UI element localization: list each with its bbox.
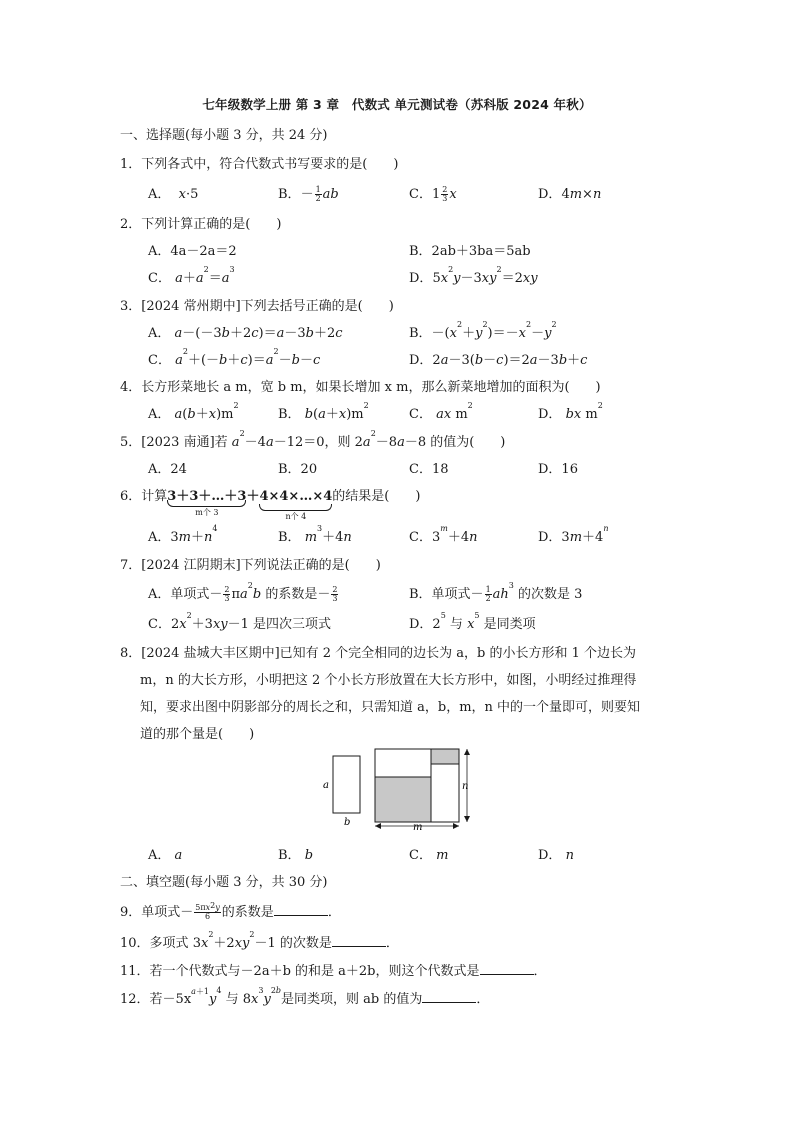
question-3-text: [2024 常州期中]下列去括号正确的是( ) xyxy=(141,299,394,314)
q8-option-c[interactable]: C． m xyxy=(409,848,449,863)
question-4: 4．长方形菜地长 a m，宽 b m，如果长增加 x m，那么新菜地增加的面积为( ) xyxy=(120,380,601,395)
sum-underbrace: 3＋3＋…＋3 m个 3 xyxy=(167,489,247,517)
answer-blank-9[interactable] xyxy=(274,903,328,916)
q2-option-b[interactable]: B．2ab＋3ba＝5ab xyxy=(409,244,531,259)
question-6: 6．计算3＋3＋…＋3 m个 3 ＋4×4×…×4 n个 4 的结果是( ) xyxy=(120,485,420,504)
q3-option-c[interactable]: C． $a^2+(-b+c)=a^2-b-c$ xyxy=(148,347,321,368)
q7-option-c[interactable]: C．$2x^2+3xy-1$ 是四次三项式 xyxy=(148,611,332,632)
q8-option-a[interactable]: A． a xyxy=(148,848,183,863)
shaded-region-bottom-left xyxy=(375,777,431,822)
q1-option-c[interactable]: C．1 $\frac{2}{3}$ x xyxy=(409,185,457,203)
q5-option-c[interactable]: C．18 xyxy=(409,462,449,477)
question-3: 3．[2024 常州期中]下列去括号正确的是( ) xyxy=(120,299,394,314)
q5-option-a[interactable]: A．24 xyxy=(148,462,187,477)
question-2: 2．下列计算正确的是( ) xyxy=(120,217,282,232)
question-7-text: [2024 江阴期末]下列说法正确的是( ) xyxy=(141,558,381,573)
q2-option-a[interactable]: A．4a－2a＝2 xyxy=(148,244,237,259)
small-rectangle xyxy=(333,756,360,813)
question-7: 7．[2024 江阴期末]下列说法正确的是( ) xyxy=(120,558,381,573)
question-12: 12．若$-5x^{a+1}y^4$ 与 $8x^3y^{2b}$是同类项，则 ab 的值为 ． xyxy=(120,986,490,1007)
q1-option-b[interactable]: B．－ $\frac{1}{2}$ ab xyxy=(278,185,339,203)
question-8-figure xyxy=(318,744,478,834)
q3-option-b[interactable]: B．$-(x^2+y^2)=-x^2-y^2$ xyxy=(409,320,557,341)
shaded-region-top-right xyxy=(431,749,459,764)
q2-option-c[interactable]: C． $a+a^2=a^3$ xyxy=(148,265,235,286)
q4-option-d[interactable]: D． bx $m^2$ xyxy=(538,401,603,422)
answer-blank-12[interactable] xyxy=(422,990,476,1003)
placed-small-rect-horizontal xyxy=(375,749,431,777)
q8-option-d[interactable]: D． n xyxy=(538,848,574,863)
q6-option-b[interactable]: B． $m^3+4n$ xyxy=(278,524,352,545)
label-n: n xyxy=(462,781,469,792)
q5-option-d[interactable]: D．16 xyxy=(538,462,578,477)
question-10: 10．多项式 $3x^2+2xy^2-1$ 的次数是 ． xyxy=(120,930,399,951)
q6-option-d[interactable]: D．$3m+4^n$ xyxy=(538,524,609,545)
q4-option-a[interactable]: A． $a(b+x)m^2$ xyxy=(148,401,239,422)
q4-option-b[interactable]: B． $b(a+x)m^2$ xyxy=(278,401,369,422)
q8-option-b[interactable]: B． b xyxy=(278,848,314,863)
product-underbrace: 4×4×…×4 n个 4 xyxy=(259,489,333,521)
q3-option-a[interactable]: A． a－(－3b＋2c)＝a－3b＋2c xyxy=(148,326,343,341)
answer-blank-10[interactable] xyxy=(332,934,386,947)
question-1-text: 下列各式中，符合代数式书写要求的是( ) xyxy=(141,157,399,172)
q1-option-d[interactable]: D．4m×n xyxy=(538,187,602,202)
question-8-line-4: 道的那个量是( ) xyxy=(140,727,255,742)
label-b: b xyxy=(344,817,351,828)
question-4-text: 长方形菜地长 a m，宽 b m，如果长增加 x m，那么新菜地增加的面积为( ) xyxy=(141,380,601,395)
q6-option-a[interactable]: A．$3m+n^4$ xyxy=(148,524,218,545)
page-title: 七年级数学上册 第 3 章 代数式 单元测试卷（苏科版 2024 年秋） xyxy=(202,97,592,112)
placed-small-rect-vertical xyxy=(431,764,459,822)
label-m: m xyxy=(413,822,423,833)
question-5: 5．[2023 南通]若 $a^2-4a-12=0$，则 $2a^2-8a-8$ 的值为( ) xyxy=(120,429,506,450)
section-1-heading: 一、选择题(每小题 3 分，共 24 分) xyxy=(120,128,328,143)
q3-option-d[interactable]: D．2a－3(b－c)＝2a－3b＋c xyxy=(409,353,588,368)
label-a: a xyxy=(323,780,329,791)
answer-blank-11[interactable] xyxy=(480,962,534,975)
q5-option-b[interactable]: B．20 xyxy=(278,462,318,477)
question-8-line-3: 知，要求出图中阴影部分的周长之和，只需知道 a，b，m，n 中的一个量即可，则要知 xyxy=(140,700,641,715)
q7-option-b[interactable]: B．单项式－ $\frac{1}{2}$ $ah^3$ 的次数是 3 xyxy=(409,581,583,603)
question-1-number: 1． xyxy=(120,157,142,172)
question-8-line-1: 8．[2024 盐城大丰区期中]已知有 2 个完全相同的边长为 a，b 的小长方形和 1 个边长为 xyxy=(120,646,637,661)
q1-option-a[interactable]: A． x·5 xyxy=(148,187,199,202)
q7-option-a[interactable]: A．单项式－ $\frac{2}{3}$ $\pi a^2b$ 的系数是－ $\frac{2}{3}$ xyxy=(148,581,338,603)
q2-option-d[interactable]: D．$5x^2y-3xy^2=2xy$ xyxy=(409,265,538,286)
question-11: 11．若一个代数式与－2a＋b 的和是 a＋2b，则这个代数式是 ． xyxy=(120,964,547,979)
question-1 xyxy=(120,153,398,172)
q6-option-c[interactable]: C．$3^m+4n$ xyxy=(409,524,478,545)
q7-option-d[interactable]: D．$2^5$ 与 $x^5$ 是同类项 xyxy=(409,611,536,632)
question-8-line-2: m，n 的大长方形，小明把这 2 个小长方形放置在大长方形中，如图，小明经过推理得 xyxy=(140,673,637,688)
q4-option-c[interactable]: C． ax $m^2$ xyxy=(409,401,473,422)
question-9: 9．单项式－ $\frac{5\pi x^2y}{6}$ 的系数是 ． xyxy=(120,901,341,921)
section-2-heading: 二、填空题(每小题 3 分，共 30 分) xyxy=(120,875,328,890)
question-2-text: 下列计算正确的是( ) xyxy=(141,217,282,232)
